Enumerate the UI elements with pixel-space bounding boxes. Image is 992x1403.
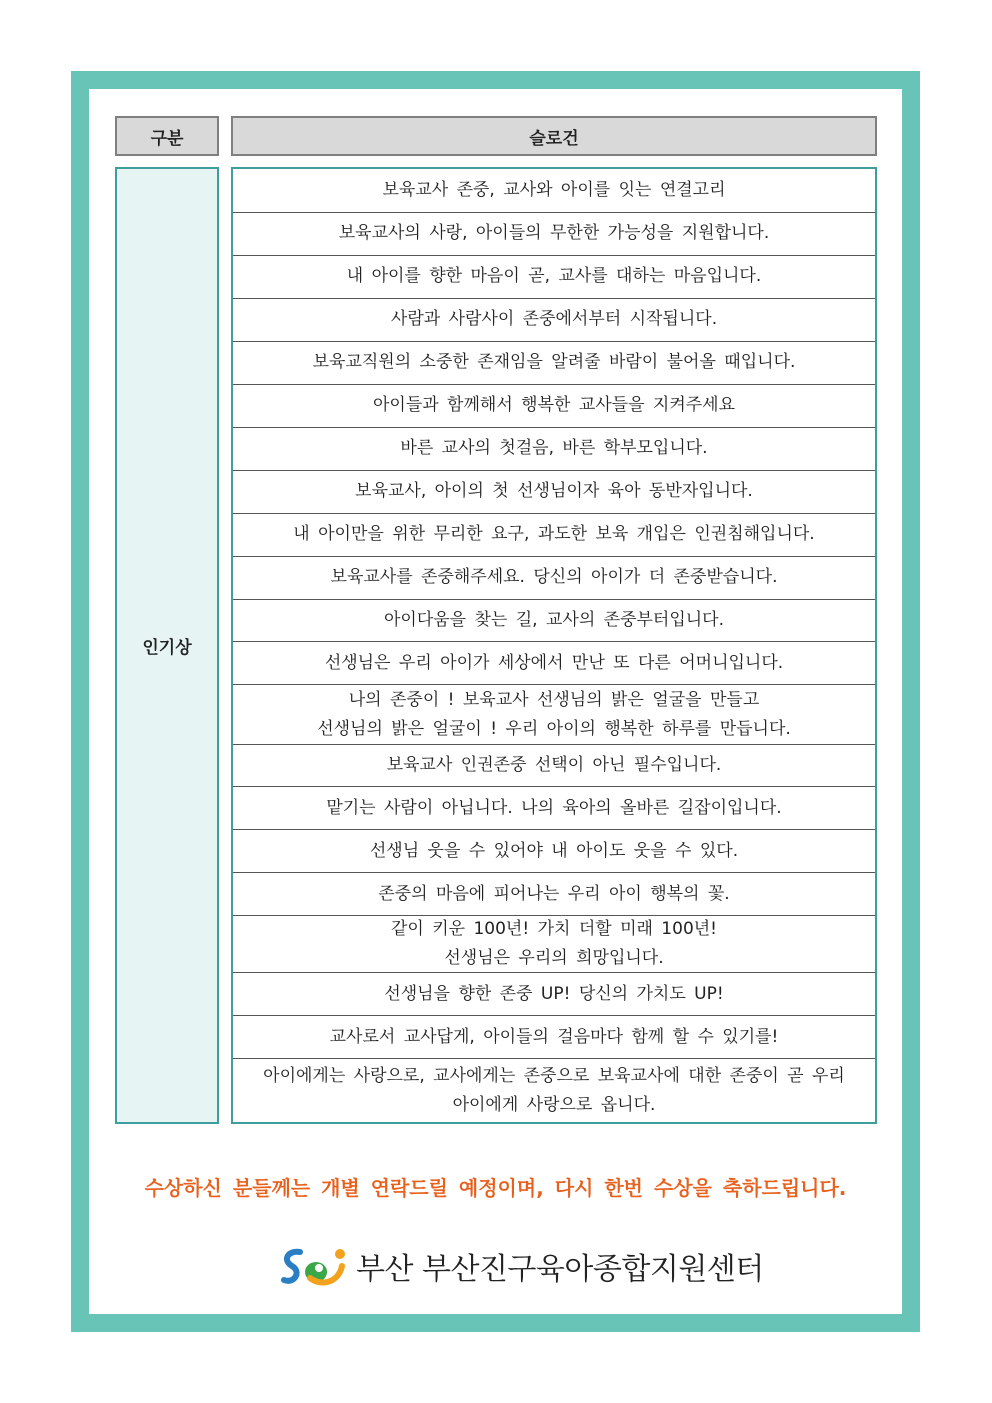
slogan-row: 맡기는 사람이 아닙니다. 나의 육아의 올바른 길잡이입니다. <box>233 786 875 829</box>
slogan-row: 보육교사를 존중해주세요. 당신의 아이가 더 존중받습니다. <box>233 556 875 599</box>
center-logo <box>280 1244 764 1288</box>
slogan-row: 보육교사 인권존중 선택이 아닌 필수입니다. <box>233 744 875 786</box>
slogan-row: 내 아이를 향한 마음이 곧, 교사를 대하는 마음입니다. <box>233 255 875 298</box>
busan-logo-icon <box>280 1244 350 1288</box>
header-category: 구분 <box>115 116 219 156</box>
slogan-row: 보육교사, 아이의 첫 선생님이자 육아 동반자입니다. <box>233 470 875 513</box>
slogan-row: 보육교사 존중, 교사와 아이를 잇는 연결고리 <box>382 179 726 200</box>
slogan-list <box>231 167 877 1124</box>
slogan-row: 아이에게는 사랑으로, 교사에게는 존중으로 보육교사에 대한 존중이 곧 우리 아이에게 사랑으로 옵니다. <box>233 1058 875 1122</box>
slogan-row: 아이다움을 찾는 길, 교사의 존중부터입니다. <box>233 599 875 642</box>
award-notice: 수상하신 분들께는 개별 연락드릴 예정이며, 다시 한번 수상을 축하드립니다. <box>144 1176 847 1200</box>
slogan-row: 선생님 웃을 수 있어야 내 아이도 웃을 수 있다. <box>233 829 875 872</box>
header-slogan: 슬로건 <box>231 116 877 156</box>
slogan-row: 선생님을 향한 존중 UP! 당신의 가치도 UP! <box>233 972 875 1015</box>
slogan-row: 보육교사의 사랑, 아이들의 무한한 가능성을 지원합니다. <box>233 212 875 255</box>
slogan-row: 내 아이만을 위한 무리한 요구, 과도한 보육 개입은 인권침해입니다. <box>233 513 875 556</box>
slogan-row: 아이들과 함께해서 행복한 교사들을 지켜주세요 <box>233 384 875 427</box>
slogan-row: 보육교직원의 소중한 존재임을 알려줄 바람이 불어올 때입니다. <box>233 341 875 384</box>
slogan-row: 존중의 마음에 피어나는 우리 아이 행복의 꽃. <box>233 872 875 915</box>
slogan-row: 같이 키운 100년! 가치 더할 미래 100년! 선생님은 우리의 희망입니다. <box>233 915 875 972</box>
category-cell: 인기상 <box>115 167 219 1124</box>
slogan-row: 바른 교사의 첫걸음, 바른 학부모입니다. <box>233 427 875 470</box>
slogan-row: 나의 존중이 ! 보육교사 선생님의 밝은 얼굴을 만들고 선생님의 밝은 얼굴이 ! 우리 아이의 행복한 하루를 만듭니다. <box>233 684 875 744</box>
slogan-row: 교사로서 교사답게, 아이들의 걸음마다 함께 할 수 있기를! <box>233 1015 875 1058</box>
center-name: 부산 부산진구육아종합지원센터 <box>356 1252 764 1287</box>
slogan-row: 선생님은 우리 아이가 세상에서 만난 또 다른 어머니입니다. <box>233 641 875 684</box>
slogan-row: 사람과 사람사이 존중에서부터 시작됩니다. <box>233 298 875 341</box>
